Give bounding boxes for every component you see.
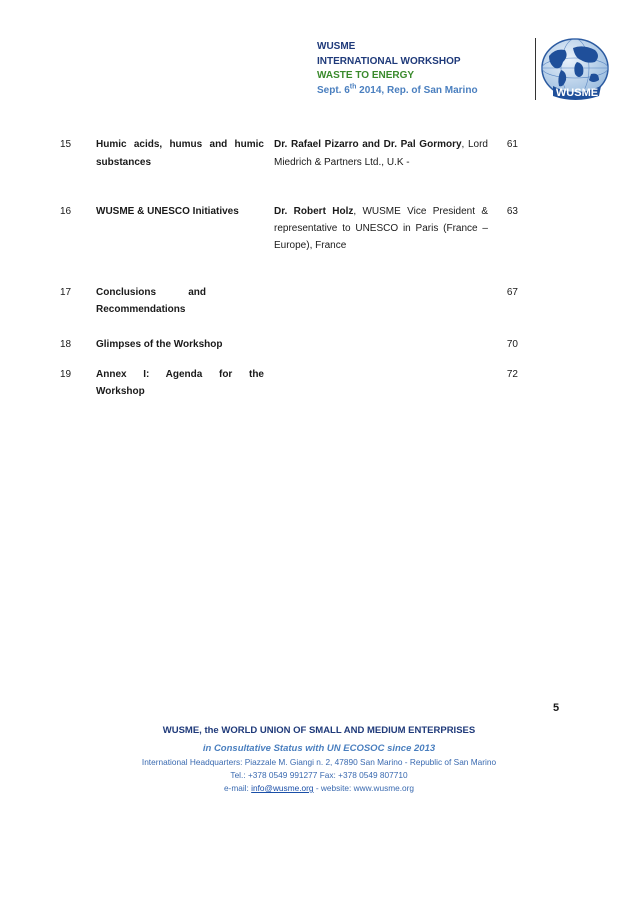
wusme-globe-logo <box>539 36 611 104</box>
logo-text: WUSME <box>555 87 599 99</box>
header-divider <box>535 38 536 100</box>
toc-title: Humic acids, humus and humic substances <box>96 139 264 168</box>
toc-title: Conclusions and Recommendations <box>96 287 206 315</box>
event-date: Sept. 6th 2014, Rep. of San Marino <box>317 83 478 96</box>
letterhead <box>317 40 478 98</box>
event-theme: WASTE TO ENERGY <box>317 70 415 81</box>
footer-status: in Consultative Status with UN ECOSOC since 2013 <box>202 743 436 754</box>
toc-title: Glimpses of the Workshop <box>96 339 223 350</box>
toc-number: 15 <box>60 139 72 150</box>
toc-page: 72 <box>506 369 518 380</box>
event-name: INTERNATIONAL WORKSHOP <box>317 55 461 67</box>
toc-number: 19 <box>60 369 72 380</box>
toc-title: WUSME & UNESCO Initiatives <box>96 206 239 217</box>
page-number: 5 <box>553 702 560 714</box>
org-name: WUSME <box>317 41 356 52</box>
footer-contact: e-mail: info@wusme.org - website: www.wusme.org <box>223 783 415 793</box>
toc-page: 63 <box>506 206 518 217</box>
toc-number: 18 <box>60 339 72 350</box>
toc-number: 16 <box>60 206 72 217</box>
email-link[interactable]: info@wusme.org <box>251 783 314 793</box>
toc-page: 61 <box>506 139 518 150</box>
footer-phone: Tel.: +378 0549 991277 Fax: +378 0549 807710 <box>230 770 408 780</box>
footer-org: WUSME, the WORLD UNION OF SMALL AND MEDIUM ENTERPRISES <box>162 725 476 736</box>
toc-author: Dr. Rafael Pizarro and Dr. Pal Gormory, Lord Miedrich & Partners Ltd., U.K - <box>274 139 488 168</box>
footer-address: International Headquarters: Piazzale M. Giangi n. 2, 47890 San Marino - Republic of San Marino <box>141 757 497 767</box>
toc-page: 70 <box>506 339 518 350</box>
toc-title: Annex I: Agenda for the Workshop <box>96 369 264 397</box>
toc-author: Dr. Robert Holz, WUSME Vice President & representative to UNESCO in Paris (France – Europe), France <box>274 206 488 251</box>
toc-number: 17 <box>60 287 72 298</box>
toc-page: 67 <box>506 287 518 298</box>
